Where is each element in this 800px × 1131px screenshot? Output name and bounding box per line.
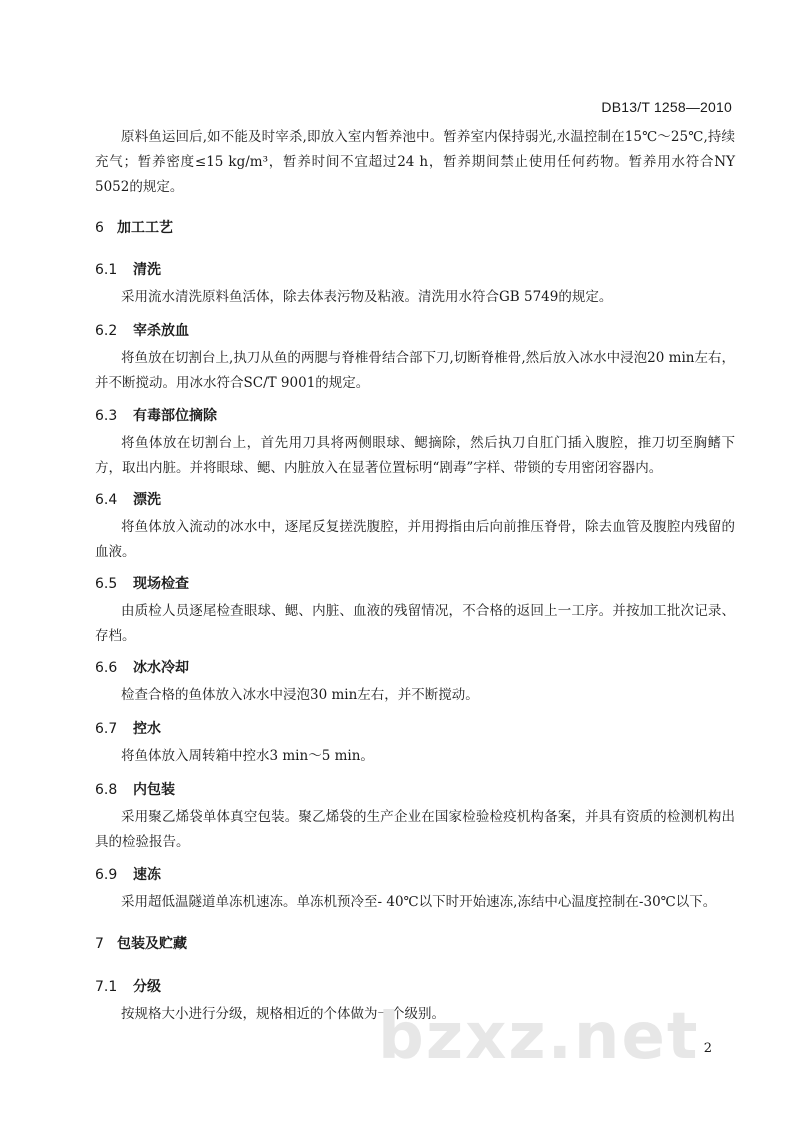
heading-number: 6.3 (95, 408, 118, 424)
heading-title: 有毒部位摘除 (133, 408, 217, 424)
subsection-heading (95, 489, 161, 509)
heading-number: 6.6 (95, 660, 118, 676)
standard-code: DB13/T 1258—2010 (601, 99, 732, 115)
heading-title: 漂洗 (133, 492, 161, 508)
paragraph: 将鱼体放入周转箱中控水3 min～5 min。 (121, 748, 374, 764)
heading-title: 加工工艺 (117, 220, 173, 236)
heading-title: 内包装 (133, 782, 175, 798)
subsection-heading (95, 657, 189, 677)
subsection-heading (95, 259, 161, 279)
paragraph: 检查合格的鱼体放入冰水中浸泡30 min左右，并不断搅动。 (121, 687, 479, 703)
heading-number: 7 (95, 936, 104, 952)
paragraph: 采用超低温隧道单冻机速冻。单冻机预冷至- 40℃以下时开始速冻,冻结中心温度控制在-30℃以下。 (121, 894, 717, 910)
heading-title: 冰水冷却 (133, 660, 189, 676)
heading-title: 包装及贮藏 (117, 936, 187, 952)
heading-number: 6.8 (95, 782, 118, 798)
subsection-heading (95, 573, 189, 593)
paragraph: 将鱼放在切割台上,执刀从鱼的两腮与脊椎骨结合部下刀,切断脊椎骨,然后放入冰水中浸泡20 min左右，并不断搅动。用冰水符合SC/T 9001的规定。 (95, 350, 735, 391)
subsection-heading (95, 320, 189, 340)
subsection-heading (95, 718, 161, 738)
heading-title: 控水 (133, 721, 161, 737)
heading-title: 宰杀放血 (133, 323, 189, 339)
paragraph: 采用流水清洗原料鱼活体，除去体表污物及粘液。清洗用水符合GB 5749的规定。 (121, 289, 613, 305)
heading-number: 7.1 (95, 979, 118, 995)
heading-number: 6 (95, 220, 104, 236)
subsection-heading (95, 405, 217, 425)
heading-number: 6.4 (95, 492, 118, 508)
subsection-heading (95, 779, 175, 799)
heading-number: 6.9 (95, 867, 118, 883)
section-heading (95, 933, 187, 953)
watermark: bzxz.net (378, 1000, 700, 1074)
page-number: 2 (703, 1041, 712, 1056)
section-heading (95, 217, 173, 237)
subsection-heading (95, 864, 161, 884)
paragraph: 将鱼体放在切割台上，首先用刀具将两侧眼球、鳃摘除，然后执刀自肛门插入腹腔，推刀切至胸鳍下方，取出内脏。并将眼球、鳃、内脏放入在显著位置标明“剧毒”字样、带锁的专用密闭容器内。 (95, 435, 735, 476)
paragraph: 由质检人员逐尾检查眼球、鳃、内脏、血液的残留情况，不合格的返回上一工序。并按加工批次记录、存档。 (95, 603, 735, 644)
heading-number: 6.7 (95, 721, 118, 737)
paragraph: 将鱼体放入流动的冰水中，逐尾反复搓洗腹腔，并用拇指由后向前推压脊骨，除去血管及腹腔内残留的血液。 (95, 519, 735, 560)
heading-number: 6.5 (95, 576, 118, 592)
heading-title: 分级 (133, 979, 161, 995)
heading-number: 6.1 (95, 262, 118, 278)
heading-title: 清洗 (133, 262, 161, 278)
heading-title: 速冻 (133, 867, 161, 883)
paragraph: 原料鱼运回后,如不能及时宰杀,即放入室内暂养池中。暂养室内保持弱光,水温控制在15℃～25℃,持续充气；暂养密度≤15 kg/m³，暂养时间不宜超过24 h，暂养期间禁止使用任何药物。暂养用水符合NY 5052的规定。 (95, 129, 735, 195)
heading-title: 现场检查 (133, 576, 189, 592)
paragraph: 按规格大小进行分级，规格相近的个体做为一个级别。 (121, 1006, 445, 1022)
subsection-heading (95, 976, 161, 996)
heading-number: 6.2 (95, 323, 118, 339)
paragraph: 采用聚乙烯袋单体真空包装。聚乙烯袋的生产企业在国家检验检疫机构备案，并具有资质的检测机构出具的检验报告。 (95, 809, 735, 850)
